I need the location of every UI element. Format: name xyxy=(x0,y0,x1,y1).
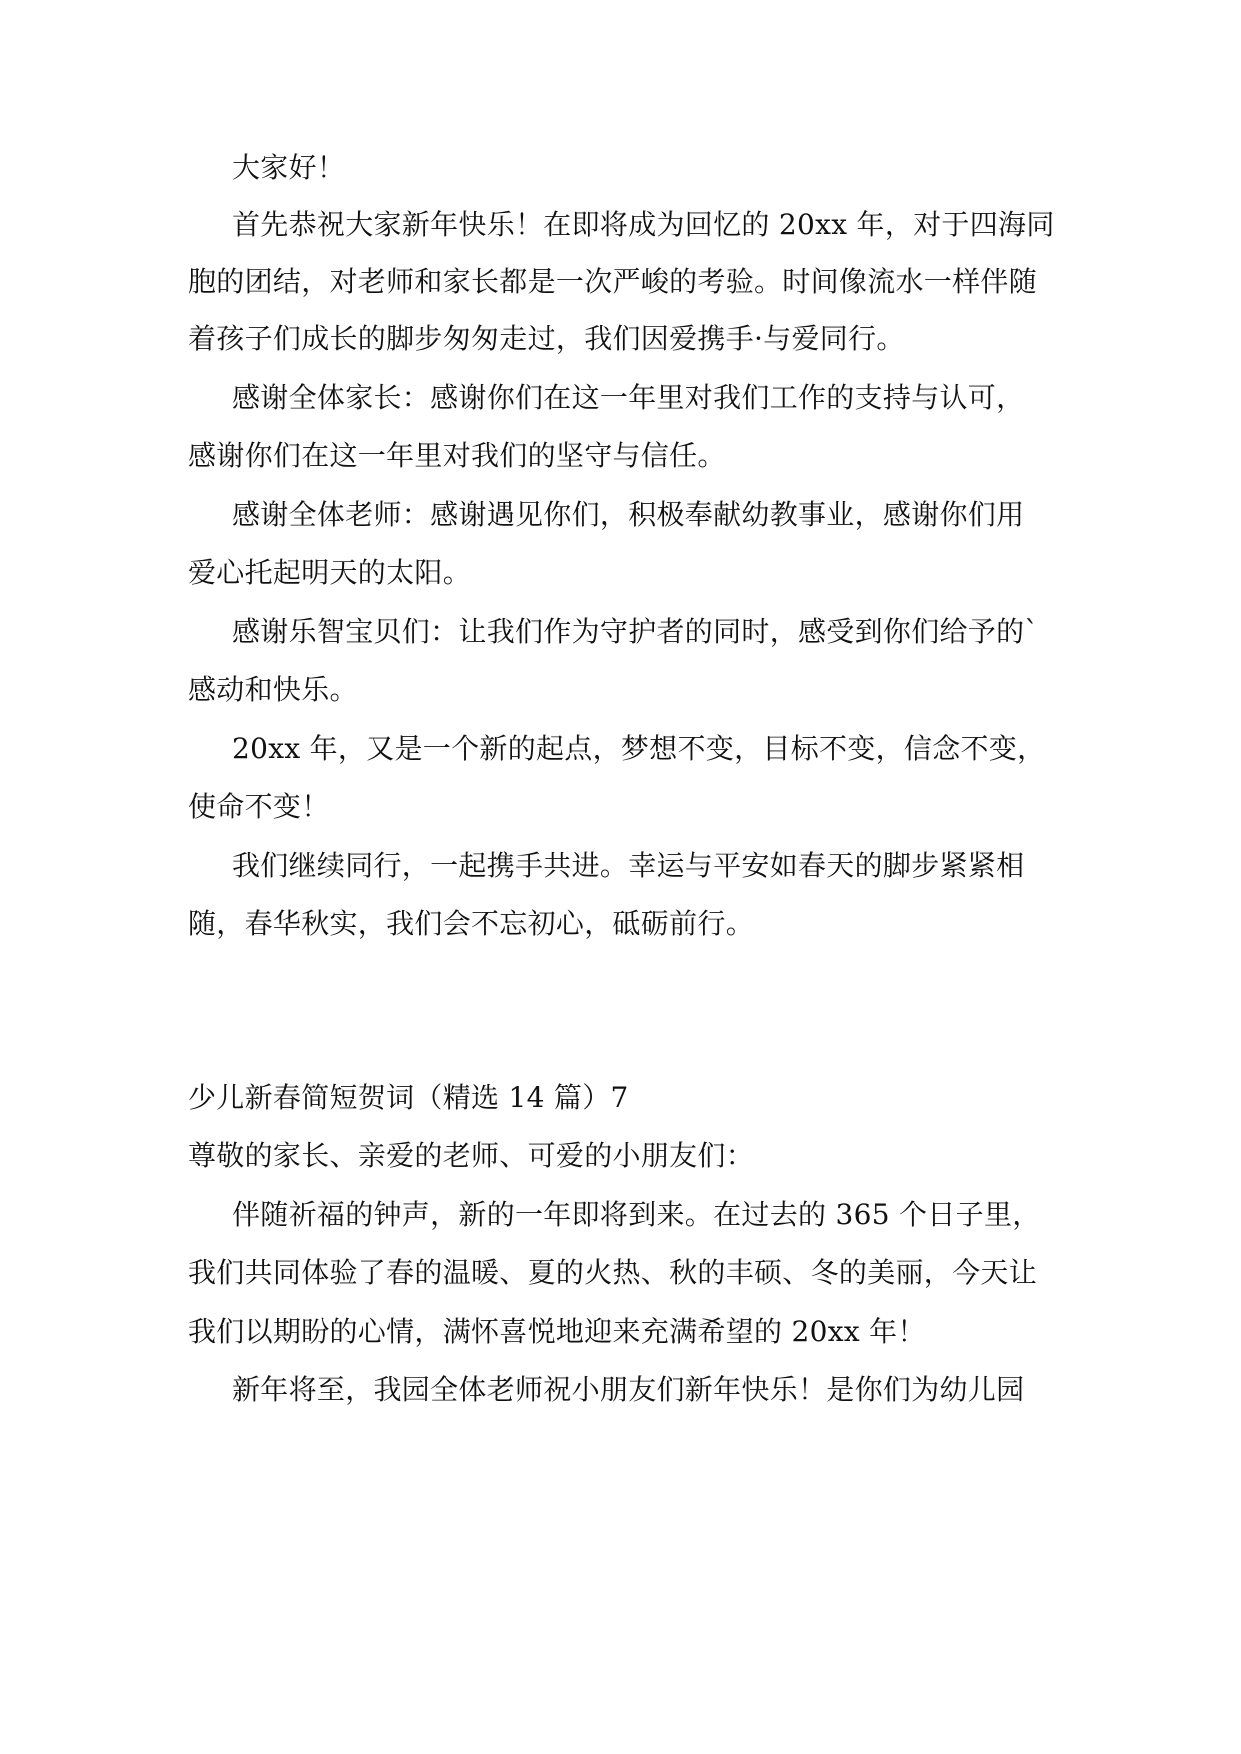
paragraph-line: 我们继续同行，一起携手共进。幸运与平安如春天的脚步紧紧相 xyxy=(232,849,1025,882)
paragraph-line: 伴随祈福的钟声，新的一年即将到来。在过去的 365 个日子里， xyxy=(232,1198,1041,1231)
paragraph-line: 感谢你们在这一年里对我们的坚守与信任。 xyxy=(188,439,726,472)
paragraph-line: 20xx 年，又是一个新的起点，梦想不变，目标不变，信念不变， xyxy=(232,732,1046,765)
paragraph-line: 使命不变！ xyxy=(188,790,330,823)
paragraph-line: 随，春华秋实，我们会不忘初心，砥砺前行。 xyxy=(188,907,755,940)
paragraph-line: 我们以期盼的心情，满怀喜悦地迎来充满希望的 20xx 年！ xyxy=(188,1315,926,1348)
paragraph-line: 感谢乐智宝贝们：让我们作为守护者的同时，感受到你们给予的` xyxy=(232,615,1039,648)
paragraph-line: 感谢全体老师：感谢遇见你们，积极奉献幼教事业，感谢你们用 xyxy=(232,498,1025,531)
paragraph-line: 首先恭祝大家新年快乐！在即将成为回忆的 20xx 年，对于四海同 xyxy=(232,208,1055,241)
paragraph-line: 着孩子们成长的脚步匆匆走过，我们因爱携手·与爱同行。 xyxy=(188,322,905,355)
paragraph-line: 感动和快乐。 xyxy=(188,673,358,706)
paragraph-line: 我们共同体验了春的温暖、夏的火热、秋的丰硕、冬的美丽，今天让 xyxy=(188,1256,1038,1289)
paragraph-line: 新年将至，我园全体老师祝小朋友们新年快乐！是你们为幼儿园 xyxy=(232,1373,1025,1406)
salutation-line: 尊敬的家长、亲爱的老师、可爱的小朋友们： xyxy=(188,1139,755,1172)
greeting-line: 大家好！ xyxy=(232,151,346,184)
paragraph-line: 爱心托起明天的太阳。 xyxy=(188,556,472,589)
paragraph-line: 感谢全体家长：感谢你们在这一年里对我们工作的支持与认可， xyxy=(232,381,1025,414)
paragraph-line: 胞的团结，对老师和家长都是一次严峻的考验。时间像流水一样伴随 xyxy=(188,265,1038,298)
section-title: 少儿新春简短贺词（精选 14 篇）7 xyxy=(188,1081,629,1114)
